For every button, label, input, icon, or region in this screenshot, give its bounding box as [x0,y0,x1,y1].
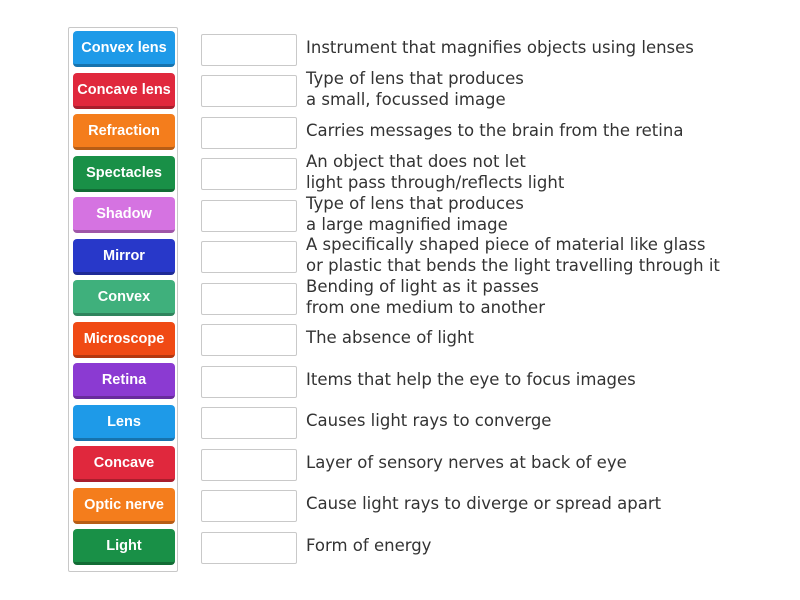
tile-mirror[interactable]: Mirror [73,239,175,275]
drop-slot-1[interactable] [201,34,297,66]
drop-slot-12[interactable] [201,490,297,522]
tile-convex-lens[interactable]: Convex lens [73,31,175,67]
description-9: Items that help the eye to focus images [306,370,636,390]
tile-spectacles[interactable]: Spectacles [73,156,175,192]
drop-slot-8[interactable] [201,324,297,356]
description-1: Instrument that magnifies objects using lenses [306,38,694,58]
description-5: Type of lens that produces a large magnified image [306,194,524,234]
tile-shadow[interactable]: Shadow [73,197,175,233]
drop-slot-2[interactable] [201,75,297,107]
description-10: Causes light rays to converge [306,411,552,431]
drop-slot-10[interactable] [201,407,297,439]
tile-light[interactable]: Light [73,529,175,565]
description-7: Bending of light as it passes from one medium to another [306,277,545,317]
tile-microscope[interactable]: Microscope [73,322,175,358]
tile-convex[interactable]: Convex [73,280,175,316]
drop-slot-11[interactable] [201,449,297,481]
drop-slot-5[interactable] [201,200,297,232]
description-8: The absence of light [306,328,474,348]
tile-concave[interactable]: Concave [73,446,175,482]
drop-slot-3[interactable] [201,117,297,149]
description-4: An object that does not let light pass through/reflects light [306,152,565,192]
description-12: Cause light rays to diverge or spread apart [306,494,662,514]
description-6: A specifically shaped piece of material like glass or plastic that bends the light travelling through it [306,235,720,275]
drop-slot-4[interactable] [201,158,297,190]
tile-retina[interactable]: Retina [73,363,175,399]
tile-refraction[interactable]: Refraction [73,114,175,150]
description-11: Layer of sensory nerves at back of eye [306,453,627,473]
tile-lens[interactable]: Lens [73,405,175,441]
tile-concave-lens[interactable]: Concave lens [73,73,175,109]
description-3: Carries messages to the brain from the retina [306,121,684,141]
drop-slot-6[interactable] [201,241,297,273]
drop-slot-9[interactable] [201,366,297,398]
description-13: Form of energy [306,536,432,556]
drop-slot-13[interactable] [201,532,297,564]
drop-slot-7[interactable] [201,283,297,315]
description-2: Type of lens that produces a small, focussed image [306,69,524,109]
tile-optic-nerve[interactable]: Optic nerve [73,488,175,524]
